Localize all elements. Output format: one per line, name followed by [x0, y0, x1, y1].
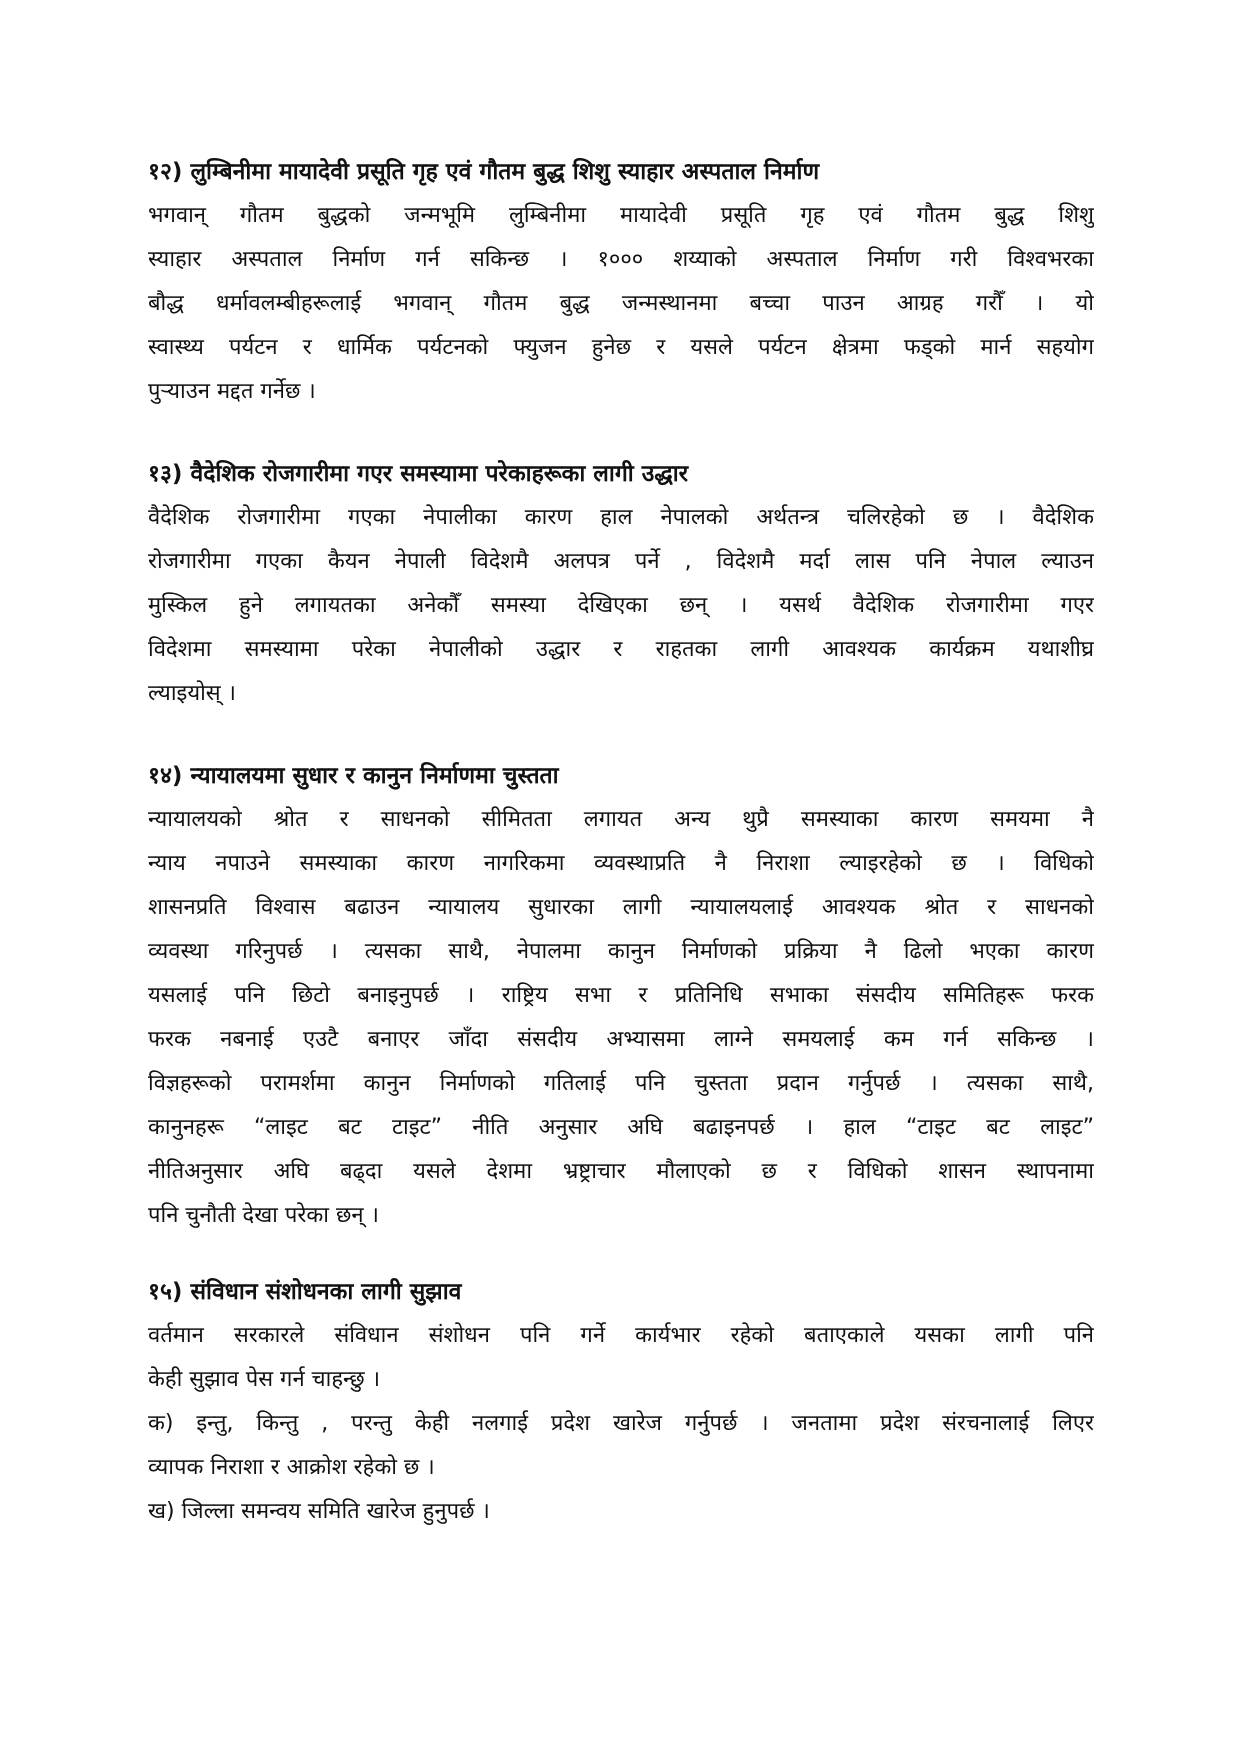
section-15	[148, 1270, 1094, 1534]
section-heading: १५) संविधान संशोधनका लागी सुझाव	[148, 1279, 462, 1305]
paragraph-line: ल्याइयोस् ।	[148, 681, 236, 706]
paragraph-line: भगवान् गौतम बुद्धको जन्मभूमि लुम्बिनीमा मायादेवी प्रसूति गृह एवं गौतम बुद्ध शिशु	[148, 203, 1094, 228]
paragraph-line: व्यवस्था गरिनुपर्छ । त्यसका साथै, नेपालमा कानुन निर्माणको प्रक्रिया नै ढिलो भएका कारण	[148, 939, 1094, 964]
paragraph-line: न्यायालयको श्रोत र साधनको सीमितता लगायत अन्य थुप्रै समस्याका कारण समयमा नै	[148, 807, 1094, 832]
paragraph-line: यसलाई पनि छिटो बनाइनुपर्छ । राष्ट्रिय सभा र प्रतिनिधि सभाका संसदीय समितिहरू फरक	[148, 983, 1094, 1008]
paragraph-line: केही सुझाव पेस गर्न चाहन्छु ।	[148, 1367, 381, 1392]
paragraph-line: न्याय नपाउने समस्याका कारण नागरिकमा व्यवस्थाप्रति नै निराशा ल्याइरहेको छ । विधिको	[148, 851, 1094, 876]
list-item-kha: ख) जिल्ला समन्वय समिति खारेज हुनुपर्छ ।	[148, 1499, 490, 1524]
paragraph-line: विज्ञहरूको परामर्शमा कानुन निर्माणको गतिलाई पनि चुस्तता प्रदान गर्नुपर्छ । त्यसका साथै,	[148, 1071, 1094, 1096]
paragraph-line: बौद्ध धर्मावलम्बीहरूलाई भगवान् गौतम बुद्ध जन्मस्थानमा बच्चा पाउन आग्रह गरौँ । यो	[148, 291, 1094, 316]
section-14	[148, 754, 1094, 1238]
paragraph-line: वैदेशिक रोजगारीमा गएका नेपालीका कारण हाल नेपालको अर्थतन्त्र चलिरहेको छ । वैदेशिक	[148, 505, 1094, 530]
section-12	[148, 150, 1094, 414]
paragraph-line: कानुनहरू “लाइट बट टाइट” नीति अनुसार अघि बढाइनपर्छ । हाल “टाइट बट लाइट”	[148, 1115, 1094, 1140]
section-heading: १४) न्यायालयमा सुधार र कानुन निर्माणमा चुस्तता	[148, 763, 559, 789]
paragraph-line: पुऱ्याउन मद्दत गर्नेछ ।	[148, 379, 316, 404]
paragraph-line: रोजगारीमा गएका कैयन नेपाली विदेशमै अलपत्र पर्ने , विदेशमै मर्दा लास पनि नेपाल ल्याउन	[148, 549, 1094, 574]
paragraph-line: वर्तमान सरकारले संविधान संशोधन पनि गर्ने कार्यभार रहेको बताएकाले यसका लागी पनि	[148, 1323, 1094, 1348]
paragraph-line: पनि चुनौती देखा परेका छन् ।	[148, 1203, 379, 1228]
list-item-ka-continued: व्यापक निराशा र आक्रोश रहेको छ ।	[148, 1455, 435, 1480]
section-heading: १३) वैदेशिक रोजगारीमा गएर समस्यामा परेकाहरूका लागी उद्धार	[148, 461, 689, 487]
paragraph-line: स्याहार अस्पताल निर्माण गर्न सकिन्छ । १००० शय्याको अस्पताल निर्माण गरी विश्वभरका	[148, 247, 1094, 272]
paragraph-line: शासनप्रति विश्वास बढाउन न्यायालय सुधारका लागी न्यायालयलाई आवश्यक श्रोत र साधनको	[148, 895, 1094, 920]
paragraph-line: मुस्किल हुने लगायतका अनेकौँ समस्या देखिएका छन् । यसर्थ वैदेशिक रोजगारीमा गएर	[148, 593, 1094, 618]
paragraph-line: स्वास्थ्य पर्यटन र धार्मिक पर्यटनको फ्युजन हुनेछ र यसले पर्यटन क्षेत्रमा फड्को मार्न सहयोग	[148, 335, 1094, 360]
paragraph-line: नीतिअनुसार अघि बढ्दा यसले देशमा भ्रष्ट्राचार मौलाएको छ र विधिको शासन स्थापनामा	[148, 1159, 1094, 1184]
section-heading: १२) लुम्बिनीमा मायादेवी प्रसूति गृह एवं गौतम बुद्ध शिशु स्याहार अस्पताल निर्माण	[148, 159, 820, 185]
paragraph-line: फरक नबनाई एउटै बनाएर जाँदा संसदीय अभ्यासमा लाग्ने समयलाई कम गर्न सकिन्छ ।	[148, 1027, 1094, 1052]
paragraph-line: विदेशमा समस्यामा परेका नेपालीको उद्धार र राहतका लागी आवश्यक कार्यक्रम यथाशीघ्र	[148, 637, 1094, 662]
section-13	[148, 452, 1094, 716]
list-item-ka: क) इन्तु, किन्तु , परन्तु केही नलगाई प्रदेश खारेज गर्नुपर्छ । जनतामा प्रदेश संरचनालाई लिएर	[148, 1411, 1094, 1436]
